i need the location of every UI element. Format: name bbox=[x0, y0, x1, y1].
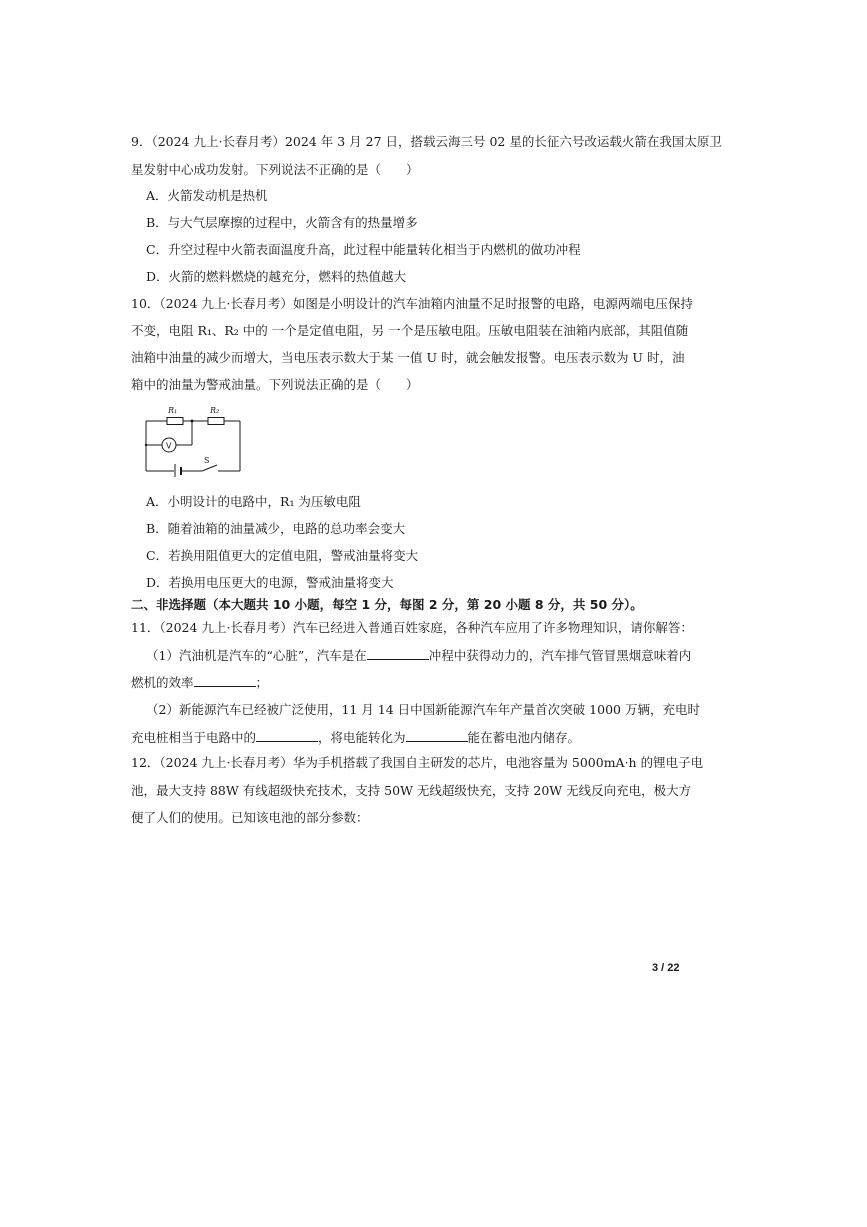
q9-option-c: C．升空过程中火箭表面温度升高，此过程中能量转化相当于内燃机的做功冲程 bbox=[146, 242, 581, 257]
q10-option-c: C．若换用阻值更大的定值电阻，警戒油量将变大 bbox=[146, 548, 419, 563]
answer-blank[interactable] bbox=[194, 674, 256, 687]
q11-part1-line1 bbox=[146, 647, 691, 664]
q10-stem-line2: 不变，电阻 R₁、R₂ 中的 一个是定值电阻，另 一个是压敏电阻。压敏电阻装在油箱内底部，其阻值随 bbox=[131, 323, 689, 338]
q11-part2-line2 bbox=[131, 729, 580, 746]
q11-part1-text-a: （1）汽油机是汽车的“心脏”，汽车是在 bbox=[146, 648, 367, 663]
r2-label: R₂ bbox=[210, 406, 220, 415]
answer-blank[interactable] bbox=[367, 647, 429, 660]
resistor-r1 bbox=[167, 406, 183, 425]
q9-stem-line1: 9．（2024 九上·长春月考）2024 年 3 月 27 日，搭载云海三号 02 星的长征六号改运载火箭在我国太原卫 bbox=[131, 134, 722, 149]
q11-part1-line2 bbox=[131, 674, 268, 691]
switch-label: S bbox=[204, 456, 210, 465]
q10-stem-line4: 箱中的油量为警戒油量。下列说法正确的是（ ） bbox=[131, 377, 419, 392]
q9-option-d: D．火箭的燃料燃烧的越充分，燃料的热值越大 bbox=[146, 269, 407, 284]
junction-dot bbox=[191, 420, 194, 423]
q10-option-b: B．随着油箱的油量减少，电路的总功率会变大 bbox=[146, 521, 406, 536]
voltmeter-icon bbox=[162, 438, 176, 452]
q9-stem-line2: 星发射中心成功发射。下列说法不正确的是（ ） bbox=[131, 162, 419, 177]
q10-stem-line3: 油箱中油量的减少而增大，当电压表示数大于某 一值 U 时，就会触发报警。电压表示数为 U 时，油 bbox=[131, 350, 685, 365]
q10-stem-line1: 10．（2024 九上·长春月考）如图是小明设计的汽车油箱内油量不足时报警的电路，电源两端电压保持 bbox=[131, 296, 693, 311]
q12-line1: 12．（2024 九上·长春月考）华为手机搭载了我国自主研发的芯片，电池容量为 5000mA·h 的锂电子电 bbox=[131, 755, 704, 770]
battery-icon bbox=[175, 464, 181, 477]
q11-part2-text-b: 充电桩相当于电路中的 bbox=[131, 730, 257, 745]
q11-stem: 11．（2024 九上·长春月考）汽车已经进入普通百姓家庭，各种汽车应用了许多物理知识，请你解答： bbox=[131, 620, 693, 635]
q12-line3: 便了人们的使用。已知该电池的部分参数： bbox=[131, 810, 369, 825]
q11-part1-text-c: 燃机的效率 bbox=[131, 675, 194, 690]
q12-line2: 池，最大支持 88W 有线超级快充技术，支持 50W 无线超级快充，支持 20W 无线反向充电，极大方 bbox=[131, 783, 692, 798]
q9-option-a: A．火箭发动机是热机 bbox=[146, 188, 268, 203]
q11-part2-text-c: ，将电能转化为 bbox=[318, 730, 406, 745]
circuit-diagram bbox=[138, 401, 246, 477]
q10-option-a: A．小明设计的电路中，R₁ 为压敏电阻 bbox=[146, 494, 361, 509]
q10-option-d: D．若换用电压更大的电源，警戒油量将变大 bbox=[146, 575, 394, 590]
q11-part2-line1: （2）新能源汽车已经被广泛使用，11 月 14 日中国新能源汽车年产量首次突破 1000 万辆，充电时 bbox=[146, 702, 700, 717]
answer-blank[interactable] bbox=[256, 729, 318, 742]
junction-dot bbox=[145, 444, 147, 446]
answer-blank[interactable] bbox=[406, 729, 468, 742]
voltmeter-label: V bbox=[166, 441, 172, 451]
r1-label: R₁ bbox=[168, 406, 178, 415]
resistor-r2 bbox=[208, 406, 224, 425]
page-number: 3 / 22 bbox=[652, 962, 680, 974]
q9-option-b: B．与大气层摩擦的过程中，火箭含有的热量增多 bbox=[146, 215, 418, 230]
q11-part1-text-d: ； bbox=[255, 675, 269, 690]
section-heading: 二、非选择题（本大题共 10 小题，每空 1 分，每图 2 分，第 20 小题 8 分，共 50 分）。 bbox=[131, 597, 643, 612]
q11-part2-text-d: 能在蓄电池内储存。 bbox=[467, 730, 581, 745]
q11-part1-text-b: 冲程中获得动力的，汽车排气管冒黑烟意味着内 bbox=[428, 648, 692, 663]
